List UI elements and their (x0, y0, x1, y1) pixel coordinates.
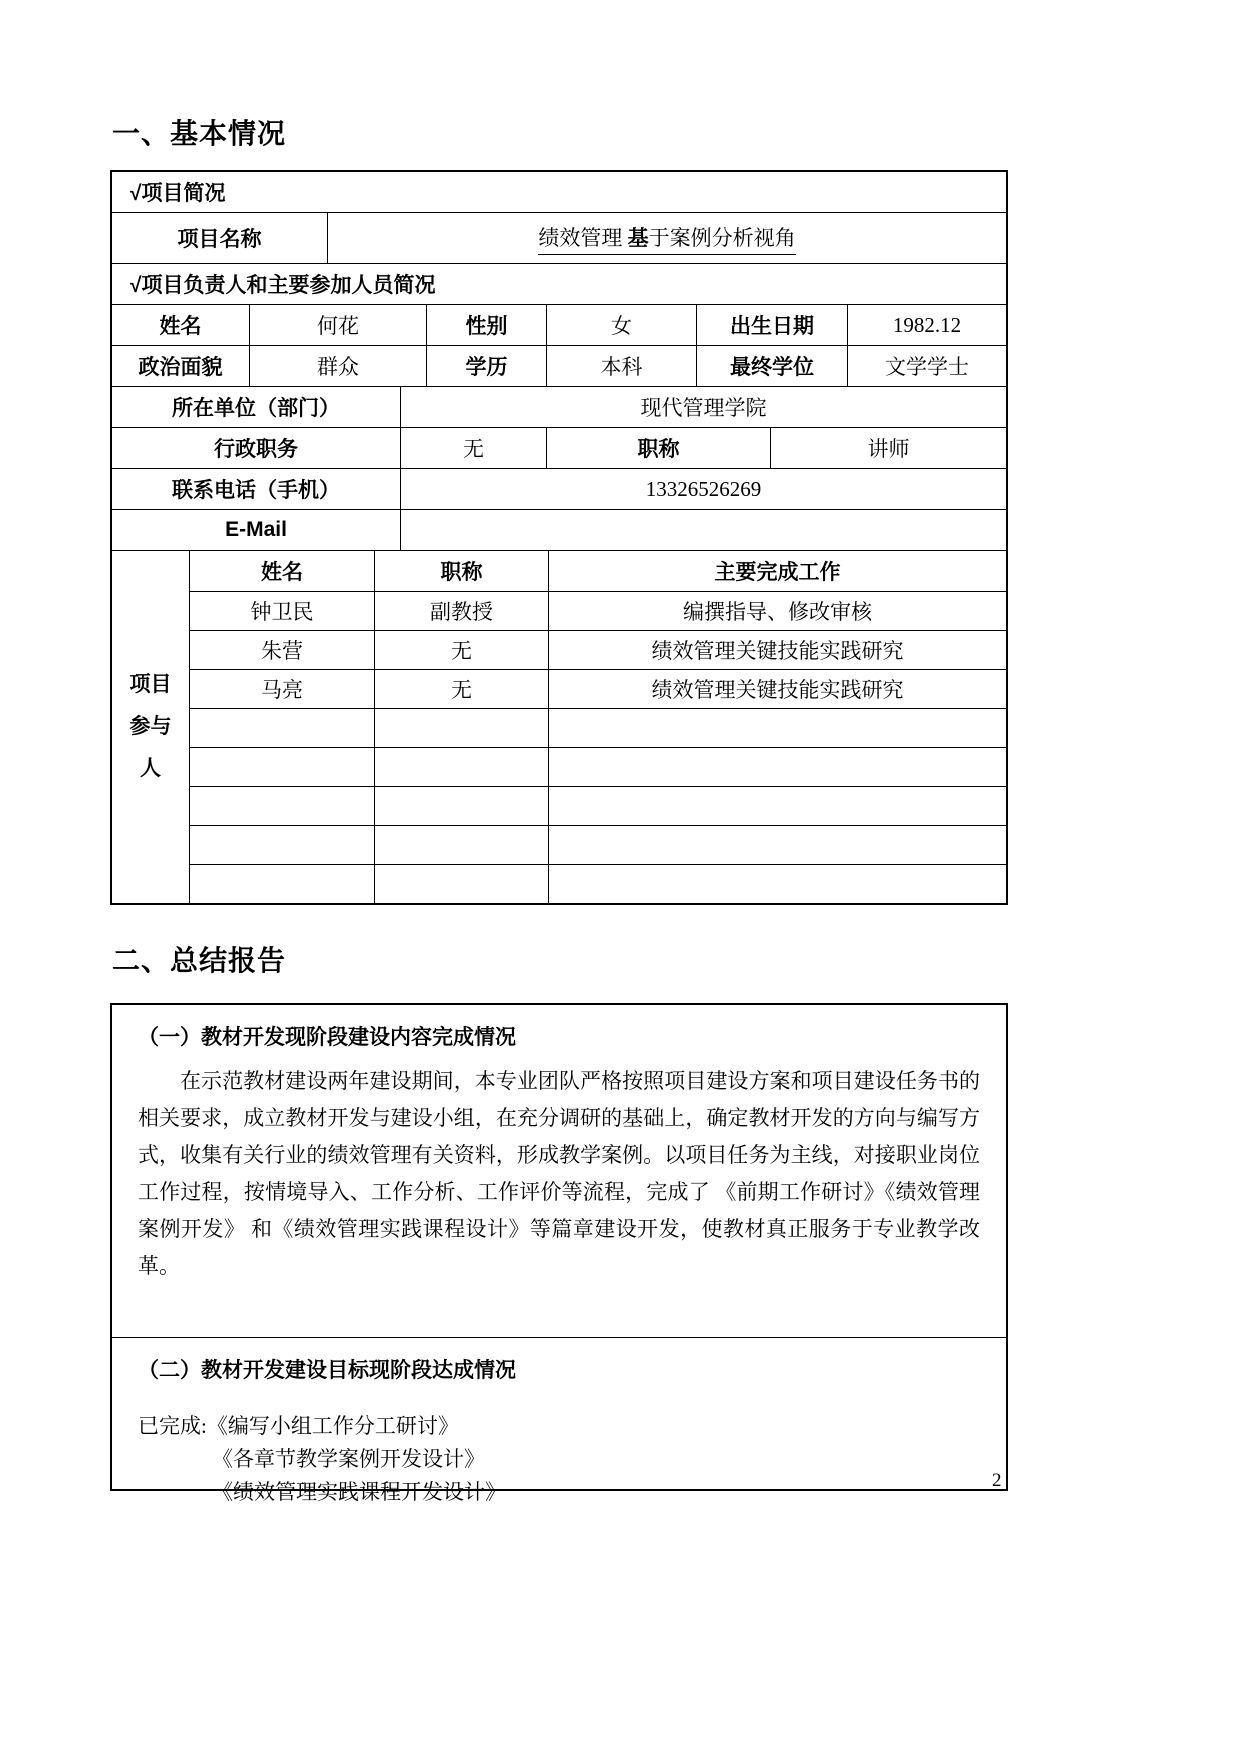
phone-label: 联系电话（手机） (172, 479, 340, 502)
report-part2-title: （二）教材开发建设目标现阶段达成情况 (138, 1359, 516, 1382)
birthdate-value: 1982.12 (847, 305, 1006, 345)
unit-label: 所在单位（部门） (172, 397, 340, 420)
participant-title (374, 787, 548, 825)
participant-title-header: 职称 (374, 551, 548, 591)
project-name-post: 于案例分析视角 (648, 225, 796, 250)
degree-value: 文学学士 (847, 346, 1006, 386)
title-value: 讲师 (770, 428, 1006, 468)
participant-work (548, 826, 1006, 864)
report-part2 (112, 1337, 1006, 1504)
project-name-pre: 绩效管理 (538, 225, 628, 250)
participant-name (190, 826, 374, 864)
participant-name (190, 748, 374, 786)
section-heading-summary-report: 二、总结报告 (112, 945, 287, 976)
participant-name-header: 姓名 (261, 561, 303, 584)
report-part2-lines (138, 1410, 980, 1509)
participant-work-header: 主要完成工作 (548, 551, 1006, 591)
project-name-bold: 基 (627, 226, 649, 250)
table-row (112, 212, 1006, 263)
phone-value: 13326526269 (400, 469, 1006, 509)
completed-item-line: 《各章节教学案例开发设计》 (212, 1447, 485, 1471)
participant-name (190, 865, 374, 903)
side-label-line: 参与 (129, 715, 172, 738)
title-label: 职称 (546, 428, 770, 468)
participant-row (190, 825, 1006, 864)
participant-title (374, 709, 548, 747)
gender-value: 女 (546, 305, 696, 345)
side-label-line: 项目 (129, 673, 172, 696)
table-row (112, 345, 1006, 386)
side-label-line: 人 (140, 757, 161, 780)
degree-label: 最终学位 (696, 346, 847, 386)
admin-post-value: 无 (400, 428, 546, 468)
education-value: 本科 (546, 346, 696, 386)
participant-work (548, 787, 1006, 825)
admin-post-label: 行政职务 (214, 438, 298, 461)
completed-item-line: 《绩效管理实践课程开发设计》 (212, 1480, 506, 1504)
project-brief-header: √项目简况 (130, 182, 226, 205)
participant-row (190, 786, 1006, 825)
table-row (112, 509, 1006, 550)
email-label: E-Mail (225, 518, 287, 541)
name-value: 何花 (249, 305, 426, 345)
participant-row (190, 864, 1006, 903)
participant-name (190, 709, 374, 747)
participants-header-row (190, 551, 1006, 591)
participant-title: 无 (374, 670, 548, 708)
basic-info-table (110, 170, 1008, 905)
unit-value: 现代管理学院 (400, 387, 1006, 427)
politics-label: 政治面貌 (138, 356, 223, 379)
participant-work: 绩效管理关键技能实践研究 (548, 631, 1006, 669)
participant-title: 副教授 (374, 592, 548, 630)
table-row (112, 304, 1006, 345)
participant-name: 钟卫民 (250, 600, 314, 624)
education-label: 学历 (426, 346, 546, 386)
participants-table (189, 551, 1006, 903)
participant-row (190, 591, 1006, 630)
participant-title: 无 (374, 631, 548, 669)
participant-row (190, 708, 1006, 747)
page-content (110, 112, 1008, 1504)
participant-row (190, 630, 1006, 669)
project-name-text (538, 222, 795, 255)
report-part1-title: （一）教材开发现阶段建设内容完成情况 (138, 1026, 516, 1049)
politics-value: 群众 (249, 346, 426, 386)
report-part1 (112, 1005, 1006, 1337)
participant-name: 朱营 (261, 639, 303, 663)
participant-row (190, 747, 1006, 786)
participant-title (374, 865, 548, 903)
name-label: 姓名 (159, 315, 202, 338)
participant-work (548, 748, 1006, 786)
participant-row (190, 669, 1006, 708)
participant-work: 编撰指导、修改审核 (548, 592, 1006, 630)
participant-title (374, 826, 548, 864)
table-row (112, 386, 1006, 427)
participant-work (548, 865, 1006, 903)
page-number: 2 (992, 1470, 1002, 1491)
participant-title (374, 748, 548, 786)
table-row (112, 427, 1006, 468)
report-part1-body: 在示范教材建设两年建设期间，本专业团队严格按照项目建设方案和项目建设任务书的相关要求，成立教材开发与建设小组，在充分调研的基础上，确定教材开发的方向与编写方式，收集有关行业的绩效管理有关资料，形成教学案例。以项目任务为主线，对接职业岗位工作过程，按情境导入、工作分析、工作评价等流程，完成了 《前期工作研讨》《绩效管理案例开发》 和《绩效管理实践课程设计》等篇章建设开发，使教材真正服务于专业教学改革。 (138, 1069, 980, 1278)
participant-name (190, 787, 374, 825)
table-row (112, 263, 1006, 304)
participant-work: 绩效管理关键技能实践研究 (548, 670, 1006, 708)
summary-report-box (110, 1003, 1008, 1504)
participants-side-label (112, 551, 189, 903)
completed-item-line: 已完成:《编写小组工作分工研讨》 (138, 1414, 459, 1438)
leader-section-header: √项目负责人和主要参加人员简况 (130, 274, 436, 297)
email-value (400, 510, 1006, 550)
table-row (112, 172, 1006, 212)
participant-work (548, 709, 1006, 747)
section-heading-basic-info: 一、基本情况 (112, 118, 287, 149)
birthdate-label: 出生日期 (696, 305, 847, 345)
table-row (112, 468, 1006, 509)
participant-name: 马亮 (261, 678, 303, 702)
project-name-label: 项目名称 (177, 228, 262, 251)
gender-label: 性别 (426, 305, 546, 345)
project-name-value (327, 213, 1006, 263)
participants-block (112, 550, 1006, 903)
